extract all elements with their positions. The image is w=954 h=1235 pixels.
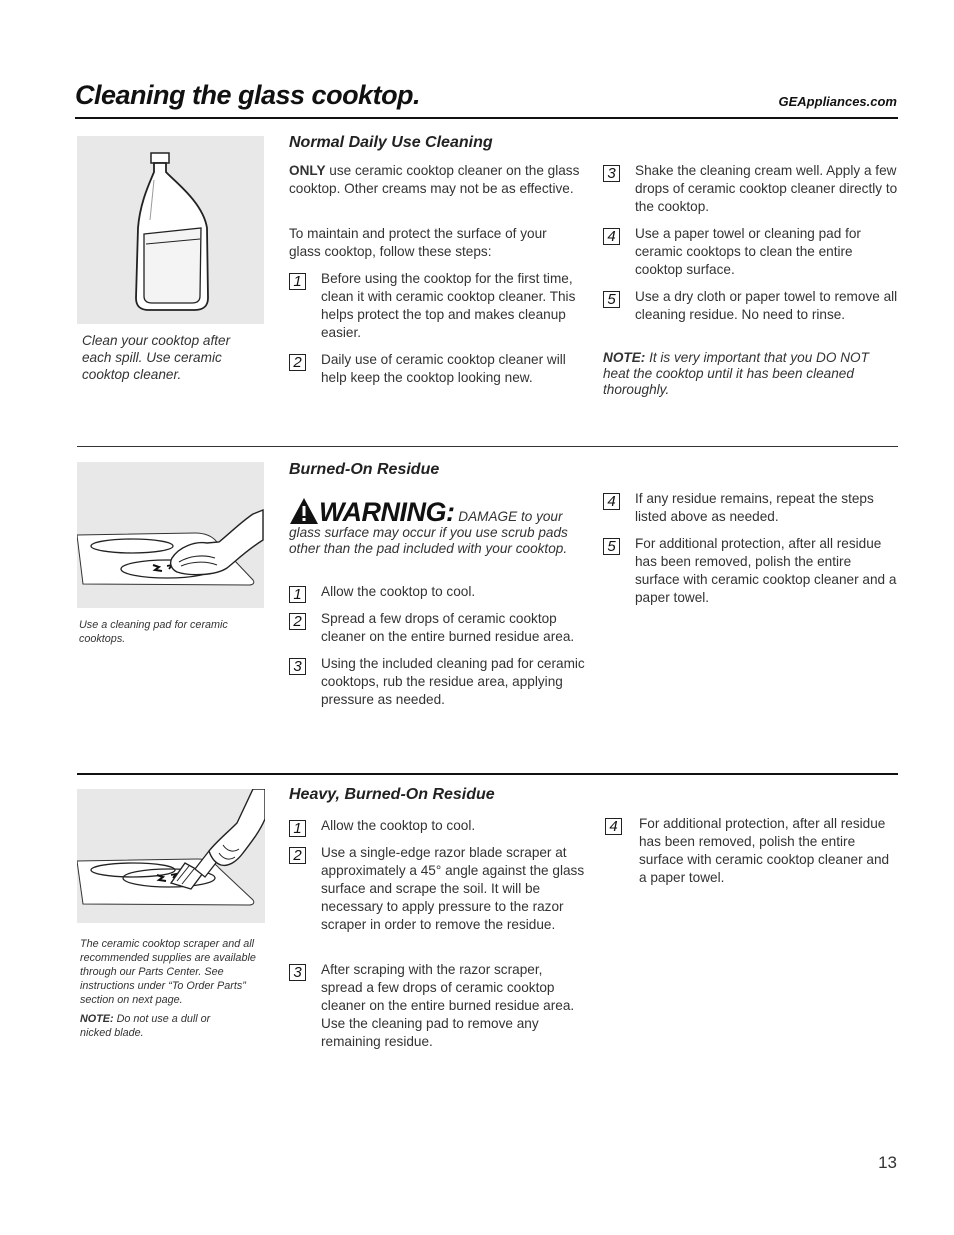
razor-scraper-illustration: [77, 789, 265, 923]
step-text: Before using the cooktop for the first time, clean it with ceramic cooktop cleaner. This helps protect the top and makes cleanup easier.: [321, 271, 576, 340]
section3-title: Heavy, Burned-On Residue: [289, 786, 495, 803]
step-text: Using the included cleaning pad for ceramic cooktops, rub the residue area, applying pressure as needed.: [321, 656, 585, 707]
step-number: 2: [289, 354, 306, 371]
step-number: 2: [289, 847, 306, 864]
page-title: Cleaning the glass cooktop.: [75, 80, 421, 110]
cleaner-bottle-illustration: [77, 136, 264, 324]
step-text: For additional protection, after all residue has been removed, polish the entire surface with ceramic cooktop cleaner and a paper towel.: [635, 536, 897, 605]
step-text: After scraping with the razor scraper, spread a few drops of ceramic cooktop cleaner on the entire burned residue area. Use the cleaning pad to remove any remaining residue.: [321, 962, 575, 1049]
step-text: If any residue remains, repeat the steps listed above as needed.: [635, 491, 874, 524]
step-text: Daily use of ceramic cooktop cleaner will help keep the cooktop looking new.: [321, 352, 566, 385]
step-number: 4: [603, 228, 620, 245]
step-number: 1: [289, 273, 306, 290]
section-divider: [77, 446, 898, 447]
step-number: 3: [603, 165, 620, 182]
note-text: Do not use a dull or nicked blade.: [80, 1013, 211, 1039]
section1-caption: Clean your cooktop after each spill. Use ceramic cooktop cleaner.: [82, 333, 231, 382]
step-number: 4: [605, 818, 622, 835]
step-text: Shake the cleaning cream well. Apply a few drops of ceramic cooktop cleaner directly to the cooktop.: [635, 163, 898, 214]
section1-note: [603, 350, 895, 398]
step-text: Use a single-edge razor blade scraper at approximately a 45° angle against the glass surface and scrape the soil. It will be necessary to apply pressure to the razor scraper in order to remove the residue.: [321, 845, 585, 932]
step-text: Allow the cooktop to cool.: [321, 818, 476, 833]
step-text: Spread a few drops of ceramic cooktop cleaner on the entire burned residue area.: [321, 611, 575, 644]
step-text: Allow the cooktop to cool.: [321, 584, 476, 599]
section3-caption: The ceramic cooktop scraper and all recommended supplies are available through our Parts Center. See instructions under “To Order Parts” section on next page.: [80, 938, 256, 1006]
warning-label: WARNING:: [319, 497, 455, 527]
section1-title: Normal Daily Use Cleaning: [289, 134, 493, 151]
razor-scraper-icon: [77, 789, 265, 923]
step-number: 5: [603, 538, 620, 555]
step-number: 3: [289, 658, 306, 675]
note-text: It is very important that you DO NOT heat the cooktop until it has been cleaned thoroughly.: [603, 350, 869, 397]
section1-para2: To maintain and protect the surface of your glass cooktop, follow these steps:: [289, 226, 547, 259]
section2-title: Burned-On Residue: [289, 461, 440, 478]
warning-block: [289, 497, 582, 557]
site-url: GEAppliances.com: [778, 94, 897, 109]
section-divider: [77, 773, 898, 775]
step-text: For additional protection, after all residue has been removed, polish the entire surface with ceramic cooktop cleaner and a paper towel.: [639, 816, 890, 885]
page-number: 13: [878, 1153, 897, 1172]
section1-intro: [289, 162, 581, 198]
step-number: 3: [289, 964, 306, 981]
header-rule: [75, 117, 898, 119]
step-number: 1: [289, 586, 306, 603]
step-number: 4: [603, 493, 620, 510]
section3-caption-note: [80, 1012, 230, 1040]
warning-triangle-icon: [289, 497, 319, 525]
step-number: 2: [289, 613, 306, 630]
step-number: 1: [289, 820, 306, 837]
warning-text: DAMAGE to your glass surface may occur if you use scrub pads other than the pad included with your cooktop.: [289, 509, 568, 556]
bottle-icon: [77, 136, 264, 324]
cleaning-pad-icon: [77, 462, 264, 608]
intro-text: use ceramic cooktop cleaner on the glass cooktop. Other creams may not be as effective.: [289, 163, 580, 196]
step-number: 5: [603, 291, 620, 308]
cleaning-pad-illustration: [77, 462, 264, 608]
note-label: NOTE:: [603, 350, 646, 365]
note-label: NOTE:: [80, 1013, 114, 1025]
section2-caption: Use a cleaning pad for ceramic cooktops.: [79, 619, 228, 645]
only-emphasis: ONLY: [289, 163, 326, 178]
step-text: Use a dry cloth or paper towel to remove all cleaning residue. No need to rinse.: [635, 289, 898, 322]
step-text: Use a paper towel or cleaning pad for ceramic cooktops to clean the entire cooktop surface.: [635, 226, 861, 277]
